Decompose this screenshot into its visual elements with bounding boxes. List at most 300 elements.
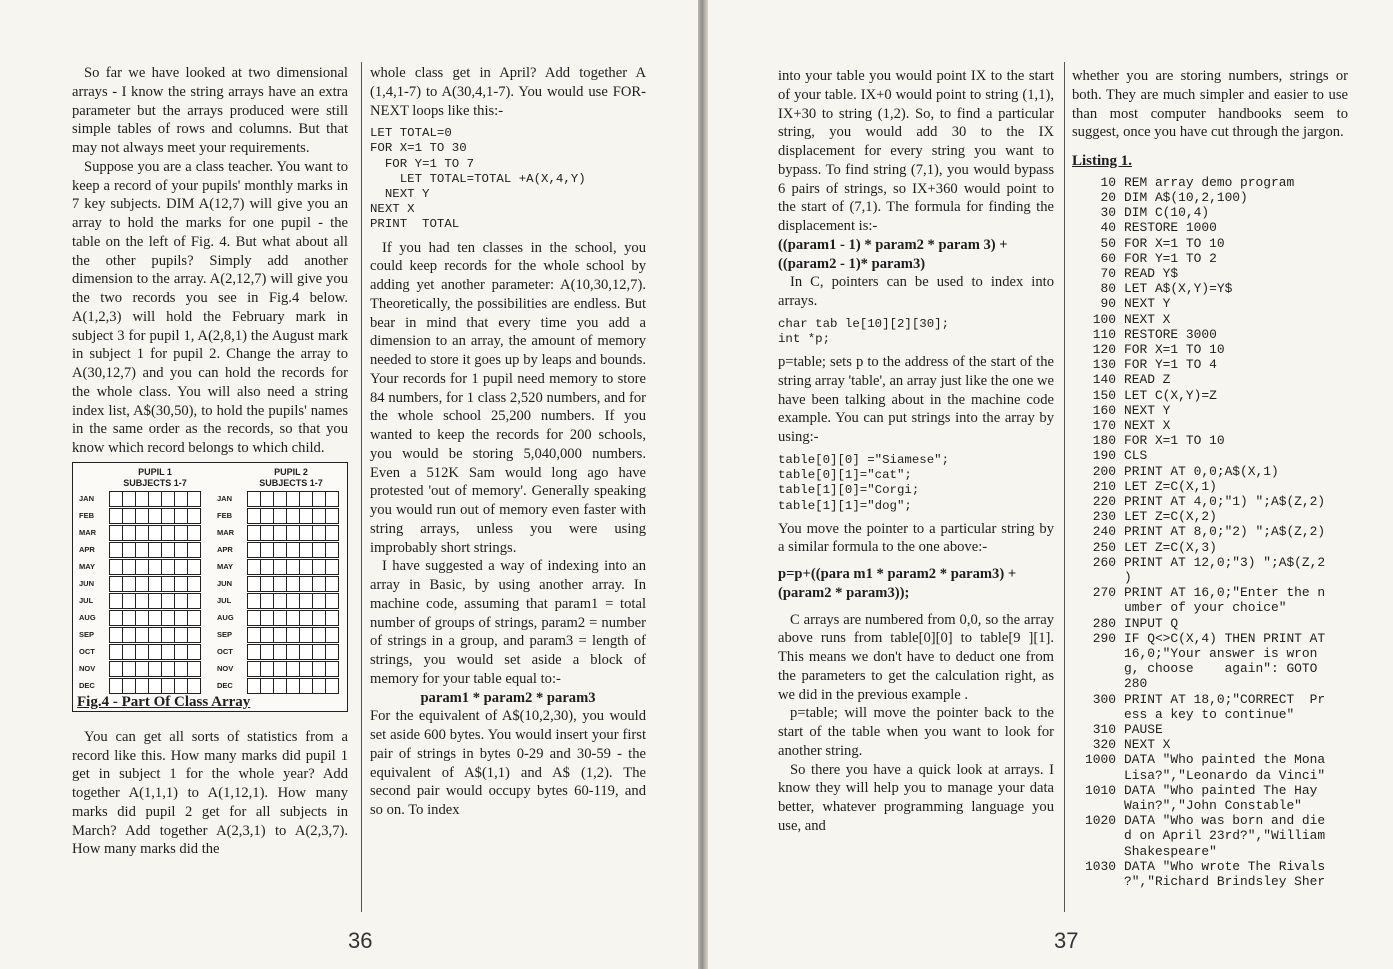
paragraph: I have suggested a way of indexing into an array in Basic, by using another array. In machine code, assuming that param1 = total number of groups of strings, param2 = number of strings in a group, and param3 = length of strings, you would set aside a block of memory for your table equal to:- <box>370 558 646 687</box>
line-code: DATA "Who painted the Mona Lisa?","Leonardo da Vinci" <box>1124 752 1326 783</box>
pupil1-grid <box>79 491 201 695</box>
grid-cell <box>247 491 261 507</box>
grid-cell <box>287 508 300 524</box>
grid-row <box>217 661 339 678</box>
grid-cell <box>326 508 339 524</box>
code-block: char tab le[10][2][30]; int *p; <box>778 316 950 346</box>
line-code: PRINT AT 8,0;"2) ";A$(Z,2) <box>1124 524 1326 540</box>
grid-cell <box>274 644 287 660</box>
grid-cell <box>326 525 339 541</box>
listing-line <box>1072 494 1348 509</box>
grid-cell <box>261 508 274 524</box>
line-number: 190 <box>1092 448 1116 464</box>
line-code: FOR X=1 TO 10 <box>1124 433 1225 449</box>
month-label: OCT <box>217 646 233 656</box>
grid-cell <box>274 542 287 558</box>
grid-cell <box>261 678 274 694</box>
listing-line <box>1072 859 1348 889</box>
grid-cell <box>287 661 300 677</box>
grid-cell <box>136 610 149 626</box>
month-label: AUG <box>79 612 96 622</box>
month-label: JUL <box>79 595 94 605</box>
left-column-2 <box>370 64 646 820</box>
grid-cell <box>326 559 339 575</box>
listing-title: Listing 1. <box>1072 153 1133 169</box>
right-page <box>708 0 1393 969</box>
grid-cell <box>188 508 201 524</box>
grid-cell <box>175 627 188 643</box>
line-code: FOR Y=1 TO 2 <box>1124 250 1217 266</box>
listing-line <box>1072 464 1348 479</box>
listing-line <box>1072 555 1348 585</box>
grid-cell <box>123 559 136 575</box>
grid-cell <box>149 678 162 694</box>
grid-cell <box>326 542 339 558</box>
grid-row <box>79 525 201 542</box>
line-code: REM array demo program <box>1124 174 1295 190</box>
grid-cell <box>123 508 136 524</box>
grid-cell <box>247 525 261 541</box>
formula: ((param1 - 1) * param2 * param 3) + ((param2 - 1)* param3) <box>778 236 1008 272</box>
grid-cell <box>287 576 300 592</box>
month-label: MAY <box>217 561 233 571</box>
grid-cell <box>109 661 123 677</box>
line-code: FOR X=1 TO 10 <box>1124 235 1225 251</box>
grid-cell <box>313 661 326 677</box>
grid-cell <box>261 610 274 626</box>
month-label: NOV <box>79 663 96 673</box>
grid-cell <box>313 525 326 541</box>
grid-cell <box>162 644 175 660</box>
line-code: LET A$(X,Y)=Y$ <box>1124 281 1233 297</box>
line-number: 70 <box>1100 265 1116 281</box>
line-code: NEXT Y <box>1124 402 1171 418</box>
grid-cell <box>109 610 123 626</box>
grid-row <box>79 627 201 644</box>
paragraph: So far we have looked at two dimensional arrays - I know the string arrays have an extra parameter but the arrays produced were still simple tables of rows and columns. But that may not always meet your requirements. <box>72 65 348 156</box>
listing-line <box>1072 433 1348 448</box>
grid-cell <box>149 559 162 575</box>
grid-cell <box>287 610 300 626</box>
paragraph: into your table you would point IX to the start of your table. IX+0 would point to string (1,1), IX+30 to string (1,2). So, to find a particular string, you would add 30 to the IX displacement for every string you want to bypass. To find string (7,1), you would bypass 6 pairs of strings, so IX+360 would point to the start of (7,1). The formula for finding the displacement is:- <box>778 68 1054 234</box>
line-number: 1020 <box>1085 813 1116 829</box>
grid-cell <box>300 525 313 541</box>
listing-line <box>1072 372 1348 387</box>
listing-line <box>1072 403 1348 418</box>
grid-cell <box>188 491 201 507</box>
grid-cell <box>123 593 136 609</box>
grid-cell <box>188 593 201 609</box>
grid-cell <box>162 610 175 626</box>
line-number: 230 <box>1092 509 1116 525</box>
grid-cell <box>136 491 149 507</box>
line-number: 160 <box>1092 402 1116 418</box>
line-code: NEXT X <box>1124 737 1171 753</box>
column-divider <box>361 62 362 912</box>
grid-row <box>217 644 339 661</box>
grid-cell <box>136 661 149 677</box>
grid-cell <box>313 491 326 507</box>
line-code: FOR Y=1 TO 4 <box>1124 357 1217 373</box>
figure-caption: Fig.4 - Part Of Class Array <box>77 694 251 710</box>
grid-cell <box>149 661 162 677</box>
right-column-1 <box>778 67 1054 836</box>
line-code: PAUSE <box>1124 722 1163 738</box>
pupil1-header: PUPIL 1 SUBJECTS 1-7 <box>123 466 187 488</box>
line-code: PRINT AT 4,0;"1) ";A$(Z,2) <box>1124 494 1326 510</box>
grid-cell <box>300 491 313 507</box>
grid-cell <box>313 542 326 558</box>
grid-cell <box>287 678 300 694</box>
line-number: 1000 <box>1085 752 1116 768</box>
grid-cell <box>247 644 261 660</box>
grid-cell <box>274 610 287 626</box>
listing-line <box>1072 220 1348 235</box>
grid-cell <box>162 678 175 694</box>
grid-cell <box>136 678 149 694</box>
listing-line <box>1072 342 1348 357</box>
grid-cell <box>149 576 162 592</box>
grid-cell <box>313 559 326 575</box>
paragraph: whole class get in April? Add together A (1,4,1-7) to A(30,4,1-7). You would use FOR-NEXT loops like this:- <box>370 65 646 119</box>
grid-cell <box>109 559 123 575</box>
line-code: LET C(X,Y)=Z <box>1124 387 1217 403</box>
line-code: LET Z=C(X,1) <box>1124 478 1217 494</box>
grid-cell <box>313 644 326 660</box>
grid-cell <box>175 542 188 558</box>
grid-cell <box>149 542 162 558</box>
grid-cell <box>188 678 201 694</box>
listing-line <box>1072 509 1348 524</box>
grid-cell <box>136 542 149 558</box>
line-code: NEXT X <box>1124 311 1171 327</box>
grid-cell <box>162 525 175 541</box>
line-number: 20 <box>1100 189 1116 205</box>
grid-cell <box>162 661 175 677</box>
grid-cell <box>300 559 313 575</box>
grid-cell <box>261 627 274 643</box>
paragraph: If you had ten classes in the school, you could keep records for the whole school by adding yet another parameter: A(10,30,12,7). Theoretically, the possibilities are endless. But bear in mind that every time you add a dimension to an array, the amount of memory needed to store it goes up by leaps and bounds. Your records for 1 pupil need memory to store 84 numbers, for 1 class 2,520 numbers, and for the whole school 25,200 numbers. If you wanted to keep the records for 200 schools, you would be storing 5,040,000 numbers. Even a 512K Sam would long ago have protested 'out of memory'. Generally speaking you would run out of memory even faster with string arrays, unless you were using improbably short strings. <box>370 239 646 556</box>
grid-row <box>217 542 339 559</box>
grid-cell <box>175 661 188 677</box>
grid-cell <box>247 661 261 677</box>
grid-cell <box>149 644 162 660</box>
grid-cell <box>287 644 300 660</box>
grid-cell <box>175 508 188 524</box>
grid-cell <box>109 678 123 694</box>
grid-cell <box>175 610 188 626</box>
grid-cell <box>109 576 123 592</box>
line-code: RESTORE 3000 <box>1124 326 1217 342</box>
line-number: 280 <box>1092 615 1116 631</box>
grid-cell <box>136 576 149 592</box>
line-code: PRINT AT 16,0;"Enter the n umber of your choice" <box>1124 585 1326 616</box>
line-code: PRINT AT 12,0;"3) ";A$(Z,2 ) <box>1124 554 1326 586</box>
grid-row <box>79 559 201 576</box>
listing-line <box>1072 479 1348 494</box>
month-label: MAR <box>217 527 235 537</box>
grid-cell <box>188 542 201 558</box>
line-code: DATA "Who painted The Hay Wain?","John Constable" <box>1124 782 1318 814</box>
grid-cell <box>123 576 136 592</box>
listing-line <box>1072 296 1348 311</box>
line-number: 1030 <box>1085 858 1116 874</box>
grid-cell <box>136 525 149 541</box>
grid-cell <box>274 627 287 643</box>
listing-line <box>1072 540 1348 555</box>
grid-cell <box>123 661 136 677</box>
listing-line <box>1072 281 1348 296</box>
grid-cell <box>300 542 313 558</box>
grid-cell <box>175 644 188 660</box>
paragraph: p=table; sets p to the address of the start of the string array 'table', an array just like the one we have been talking about in the machine code example. You can put strings into the array by using:- <box>778 354 1054 446</box>
grid-cell <box>274 678 287 694</box>
grid-cell <box>175 559 188 575</box>
grid-cell <box>300 644 313 660</box>
grid-cell <box>261 661 274 677</box>
listing-line <box>1072 266 1348 281</box>
listing-line <box>1072 357 1348 372</box>
grid-cell <box>175 678 188 694</box>
line-number: 1010 <box>1085 782 1116 798</box>
paragraph: C arrays are numbered from 0,0, so the array above runs from table[0][0] to table[9 ][1]. This means we don't have to deduct one from the parameters to get the calculation right, as we did in the previous example . <box>778 611 1054 703</box>
grid-cell <box>261 525 274 541</box>
line-number: 200 <box>1092 463 1116 479</box>
listing-line <box>1072 190 1348 205</box>
grid-cell <box>287 627 300 643</box>
line-number: 80 <box>1100 281 1116 297</box>
paragraph: You can get all sorts of statistics from a record like this. How many marks did pupil 1 get in subject 1 for the whole year? Add together A(1,1,1) to A(1,12,1). How many marks did pupil 2 get for all subjects in March? Add together A(2,3,1) to A(2,3,7). How many marks did the <box>72 728 348 858</box>
grid-cell <box>274 576 287 592</box>
grid-cell <box>149 627 162 643</box>
listing-line <box>1072 631 1348 692</box>
column-divider <box>1064 62 1065 912</box>
grid-cell <box>175 593 188 609</box>
grid-row <box>217 559 339 576</box>
line-number: 210 <box>1092 478 1116 494</box>
month-label: AUG <box>217 612 234 622</box>
line-code: DIM A$(10,2,100) <box>1124 189 1248 205</box>
grid-cell <box>123 491 136 507</box>
grid-cell <box>300 508 313 524</box>
grid-cell <box>109 627 123 643</box>
listing-line <box>1072 418 1348 433</box>
month-label: DEC <box>79 680 95 690</box>
month-label: JUL <box>217 595 232 605</box>
grid-cell <box>175 576 188 592</box>
grid-cell <box>149 593 162 609</box>
paragraph: For the equivalent of A$(10,2,30), you would set aside 600 bytes. You would insert your first pair of strings in bytes 0-29 and 30-59 - the equivalent of A$(1,1) and A$ (1,2). The second pair would occupy bytes 60-119, and so on. To index <box>370 708 646 819</box>
listing-line <box>1072 752 1348 782</box>
grid-cell <box>313 610 326 626</box>
grid-cell <box>136 644 149 660</box>
grid-row <box>79 661 201 678</box>
grid-cell <box>274 593 287 609</box>
grid-cell <box>326 644 339 660</box>
grid-cell <box>162 576 175 592</box>
grid-cell <box>326 661 339 677</box>
line-number: 140 <box>1092 372 1116 388</box>
right-column-2 <box>1072 67 1348 889</box>
line-code: READ Y$ <box>1124 265 1179 281</box>
line-code: CLS <box>1124 448 1148 464</box>
grid-cell <box>261 542 274 558</box>
line-code: DATA "Who wrote The Rivals ?","Richard Brindsley Sher <box>1124 858 1326 890</box>
grid-row <box>217 576 339 593</box>
grid-cell <box>149 610 162 626</box>
grid-cell <box>136 627 149 643</box>
month-label: MAY <box>79 561 95 571</box>
grid-row <box>217 610 339 627</box>
listing-line <box>1072 448 1348 463</box>
grid-cell <box>162 627 175 643</box>
grid-row <box>79 593 201 610</box>
line-code: DATA "Who was born and die d on April 23rd?","William Shakespeare" <box>1124 813 1326 859</box>
grid-cell <box>274 491 287 507</box>
line-code: READ Z <box>1124 372 1171 388</box>
grid-cell <box>261 559 274 575</box>
grid-cell <box>162 542 175 558</box>
program-listing <box>1072 175 1348 890</box>
line-number: 100 <box>1092 311 1116 327</box>
code-block: table[0][0] ="Siamese"; table[0][1]="cat"; table[1][0]="Corgi; table[1][1]="dog"; <box>778 452 950 513</box>
pupil2-grid <box>217 491 339 695</box>
grid-cell <box>287 491 300 507</box>
grid-cell <box>188 576 201 592</box>
grid-cell <box>109 491 123 507</box>
formula: p=p+((para m1 * param2 * param3) + (param2 * param3)); <box>778 566 1017 601</box>
line-number: 180 <box>1092 433 1116 449</box>
listing-line <box>1072 312 1348 327</box>
grid-cell <box>109 542 123 558</box>
listing-line <box>1072 783 1348 813</box>
grid-cell <box>287 525 300 541</box>
grid-cell <box>123 542 136 558</box>
month-label: JUN <box>217 578 233 588</box>
grid-cell <box>274 525 287 541</box>
line-number: 300 <box>1092 691 1116 707</box>
line-number: 120 <box>1092 341 1116 357</box>
paragraph: p=table; will move the pointer back to the start of the table when you want to look for another string. <box>778 705 1054 759</box>
grid-row <box>79 576 201 593</box>
grid-cell <box>136 508 149 524</box>
month-label: APR <box>217 544 233 554</box>
line-number: 170 <box>1092 418 1116 433</box>
listing-line <box>1072 616 1348 631</box>
grid-cell <box>188 644 201 660</box>
left-column-1 <box>72 64 348 859</box>
line-number: 220 <box>1092 494 1116 510</box>
page-number: 37 <box>1054 928 1079 953</box>
line-number: 110 <box>1092 326 1116 342</box>
grid-cell <box>188 627 201 643</box>
grid-row <box>79 491 201 508</box>
grid-cell <box>123 627 136 643</box>
grid-cell <box>261 644 274 660</box>
paragraph: Suppose you are a class teacher. You want to keep a record of your pupils' monthly marks in 7 key subjects. DIM A(12,7) will give you an array to hold the marks for one pupil - the table on the left of Fig. 4. But what about all the other pupils? Simply add another dimension to the array. A(2,12,7) will give you the two records you see in Fig.4 below. A(1,2,3) will hold the February mark in subject 3 for pupil 1, A(2,8,1) the August mark in subject 1 for pupil 2. Change the array to A(30,12,7) and you can hold the records for the whole class. You will also need a string index list, A$(30,50), to hold the pupils' names in the same order as the records, so that you know which record belongs to which child. <box>72 158 348 456</box>
grid-cell <box>109 508 123 524</box>
line-number: 240 <box>1092 524 1116 540</box>
listing-line <box>1072 692 1348 722</box>
listing-line <box>1072 722 1348 737</box>
grid-cell <box>149 491 162 507</box>
listing-line <box>1072 813 1348 859</box>
grid-row <box>217 525 339 542</box>
formula: param1 * param2 * param3 <box>420 689 596 706</box>
line-number: 270 <box>1092 585 1116 601</box>
grid-cell <box>109 593 123 609</box>
line-number: 250 <box>1092 539 1116 555</box>
grid-cell <box>188 610 201 626</box>
grid-cell <box>287 559 300 575</box>
grid-cell <box>300 610 313 626</box>
grid-row <box>217 627 339 644</box>
line-number: 90 <box>1100 296 1116 312</box>
paragraph: So there you have a quick look at arrays. I know they will help you to manage your data better, whatever programming language you use, and <box>778 761 1054 834</box>
grid-cell <box>326 576 339 592</box>
listing-line <box>1072 388 1348 403</box>
grid-row <box>217 508 339 525</box>
grid-cell <box>162 491 175 507</box>
listing-line <box>1072 175 1348 190</box>
line-number: 150 <box>1092 387 1116 403</box>
grid-cell <box>247 610 261 626</box>
grid-cell <box>247 542 261 558</box>
line-code: PRINT AT 18,0;"CORRECT Pr ess a key to continue" <box>1124 691 1326 722</box>
grid-cell <box>188 661 201 677</box>
line-code: NEXT Y <box>1124 296 1171 312</box>
grid-row <box>79 508 201 525</box>
month-label: JAN <box>79 493 95 503</box>
grid-cell <box>188 525 201 541</box>
grid-cell <box>149 508 162 524</box>
grid-cell <box>313 576 326 592</box>
month-label: MAR <box>79 527 97 537</box>
grid-row <box>217 491 339 508</box>
listing-line <box>1072 327 1348 342</box>
grid-cell <box>261 593 274 609</box>
line-code: INPUT Q <box>1124 615 1179 631</box>
grid-cell <box>123 678 136 694</box>
line-code: PRINT AT 0,0;A$(X,1) <box>1124 463 1279 479</box>
line-code: NEXT X <box>1124 418 1171 433</box>
grid-cell <box>300 576 313 592</box>
book-gutter <box>698 0 708 969</box>
grid-cell <box>162 559 175 575</box>
line-number: 50 <box>1100 235 1116 251</box>
line-number: 40 <box>1100 220 1116 236</box>
grid-cell <box>313 627 326 643</box>
grid-cell <box>247 576 261 592</box>
grid-cell <box>247 559 261 575</box>
month-label: JUN <box>79 578 95 588</box>
listing-line <box>1072 205 1348 220</box>
grid-cell <box>136 559 149 575</box>
month-label: JAN <box>217 493 233 503</box>
grid-cell <box>274 508 287 524</box>
listing-line <box>1072 236 1348 251</box>
line-code: LET Z=C(X,2) <box>1124 509 1217 525</box>
grid-cell <box>326 491 339 507</box>
grid-cell <box>123 644 136 660</box>
grid-cell <box>261 576 274 592</box>
grid-cell <box>326 627 339 643</box>
grid-cell <box>123 610 136 626</box>
grid-cell <box>300 627 313 643</box>
grid-cell <box>247 678 261 694</box>
grid-cell <box>247 508 261 524</box>
grid-cell <box>326 593 339 609</box>
